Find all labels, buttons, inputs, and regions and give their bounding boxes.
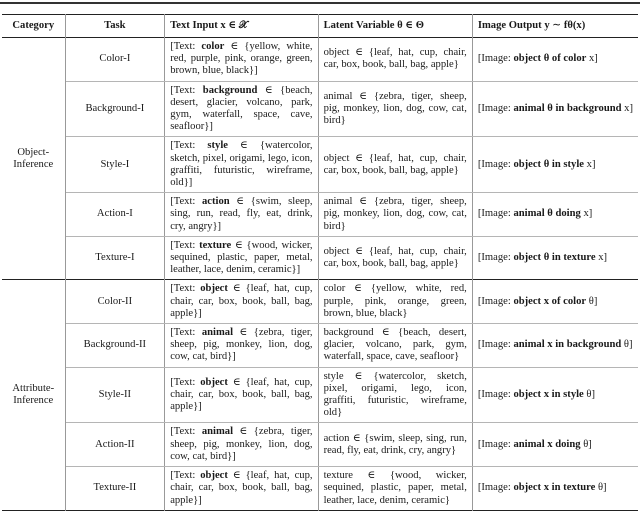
table-row xyxy=(2,38,638,82)
task-cell: Texture-I xyxy=(65,236,165,280)
output-cell: [Image: object θ of color x] xyxy=(472,38,638,82)
table-row xyxy=(2,367,638,423)
text-input-cell: [Text: object ∈ {leaf, hat, cup, chair, car, box, book, ball, bag, apple}] xyxy=(165,280,318,324)
latent-cell: style ∈ {watercolor, sketch, pixel, origami, lego, icon, graffiti, futuristic, wireframe, old} xyxy=(318,367,472,423)
text-input-cell: [Text: color ∈ {yellow, white, red, purple, pink, orange, green, brown, blue, black}] xyxy=(165,38,318,82)
output-cell: [Image: object θ in texture x] xyxy=(477,252,608,264)
header-row xyxy=(2,15,638,38)
table-row xyxy=(2,236,638,280)
header-category: Category xyxy=(2,15,65,38)
task-cell: Background-II xyxy=(65,324,165,368)
category-cell: Attribute-Inference xyxy=(2,280,65,510)
task-cell: Action-II xyxy=(65,423,165,467)
output-cell: [Image: object θ in style x] xyxy=(472,137,638,193)
latent-cell: animal ∈ {zebra, tiger, sheep, pig, monkey, lion, dog, cow, cat, bird} xyxy=(318,193,472,237)
table-row xyxy=(2,467,638,511)
table-row xyxy=(2,280,638,324)
header-text-input: Text Input x ∈ 𝒳 xyxy=(165,15,318,38)
latent-cell: object ∈ {leaf, hat, cup, chair, car, box, book, ball, bag, apple} xyxy=(318,236,472,280)
text-input-cell: [Text: animal ∈ {zebra, tiger, sheep, pig, monkey, lion, dog, cow, cat, bird}] xyxy=(165,324,318,368)
text-input-cell: [Text: texture ∈ {wood, wicker, sequined, plastic, paper, metal, leather, lace, denim, ceramic}] xyxy=(165,236,318,280)
text-input-cell: [Text: style ∈ {watercolor, sketch, pixel, origami, lego, icon, graffiti, futuristic, wireframe, old}] xyxy=(165,137,318,193)
output-cell: [Image: animal x in background θ] xyxy=(472,324,638,368)
task-cell: Texture-II xyxy=(65,467,165,511)
latent-cell: object ∈ {leaf, hat, cup, chair, car, box, book, ball, bag, apple} xyxy=(318,38,472,82)
text-input-cell: [Text: animal ∈ {zebra, tiger, sheep, pig, monkey, lion, dog, cow, cat, bird}] xyxy=(165,423,318,467)
latent-cell: action ∈ {swim, sleep, sing, run, read, fly, eat, drink, cry, angry} xyxy=(318,423,472,467)
table-row xyxy=(2,137,638,193)
group-object-inference xyxy=(2,38,638,280)
task-table xyxy=(2,14,638,511)
task-cell: Background-I xyxy=(65,81,165,137)
latent-cell: background ∈ {beach, desert, glacier, volcano, park, gym, waterfall, space, cave, seafloor} xyxy=(318,324,472,368)
header-task: Task xyxy=(65,15,165,38)
header-latent-variable: Latent Variable θ ∈ Θ xyxy=(318,15,472,38)
task-cell: Style-I xyxy=(65,137,165,193)
task-cell: Color-II xyxy=(65,280,165,324)
output-cell: [Image: object x in texture θ] xyxy=(477,482,607,494)
header-image-output: Image Output y ∼ fθ(x) xyxy=(477,19,586,31)
text-input-cell: [Text: action ∈ {swim, sleep, sing, run, read, fly, eat, drink, cry, angry}] xyxy=(165,193,318,237)
output-cell: [Image: animal θ doing x] xyxy=(472,193,638,237)
text-input-cell: [Text: object ∈ {leaf, hat, cup, chair, car, box, book, ball, bag, apple}] xyxy=(165,467,318,511)
latent-cell: animal ∈ {zebra, tiger, sheep, pig, monkey, lion, dog, cow, cat, bird} xyxy=(318,81,472,137)
latent-cell: texture ∈ {wood, wicker, sequined, plastic, paper, metal, leather, lace, denim, ceramic} xyxy=(318,467,472,511)
table-row xyxy=(2,193,638,237)
table-row xyxy=(2,324,638,368)
latent-cell: object ∈ {leaf, hat, cup, chair, car, box, book, ball, bag, apple} xyxy=(318,137,472,193)
output-cell: [Image: object x in style θ] xyxy=(472,367,638,423)
group-attribute-inference xyxy=(2,280,638,510)
text-input-cell: [Text: background ∈ {beach, desert, glacier, volcano, park, gym, waterfall, space, cave, seafloor}] xyxy=(165,81,318,137)
table-row xyxy=(2,81,638,137)
output-cell: [Image: animal x doing θ] xyxy=(472,423,638,467)
task-cell: Color-I xyxy=(65,38,165,82)
table-row xyxy=(2,423,638,467)
latent-cell: color ∈ {yellow, white, red, purple, pink, orange, green, brown, blue, black} xyxy=(318,280,472,324)
output-cell: [Image: object x of color θ] xyxy=(472,280,638,324)
output-cell: [Image: animal θ in background x] xyxy=(472,81,638,137)
top-rule xyxy=(0,2,640,4)
category-cell: Object-Inference xyxy=(2,38,65,280)
task-cell: Style-II xyxy=(65,367,165,423)
text-input-cell: [Text: object ∈ {leaf, hat, cup, chair, car, box, book, ball, bag, apple}] xyxy=(165,367,318,423)
task-cell: Action-I xyxy=(65,193,165,237)
